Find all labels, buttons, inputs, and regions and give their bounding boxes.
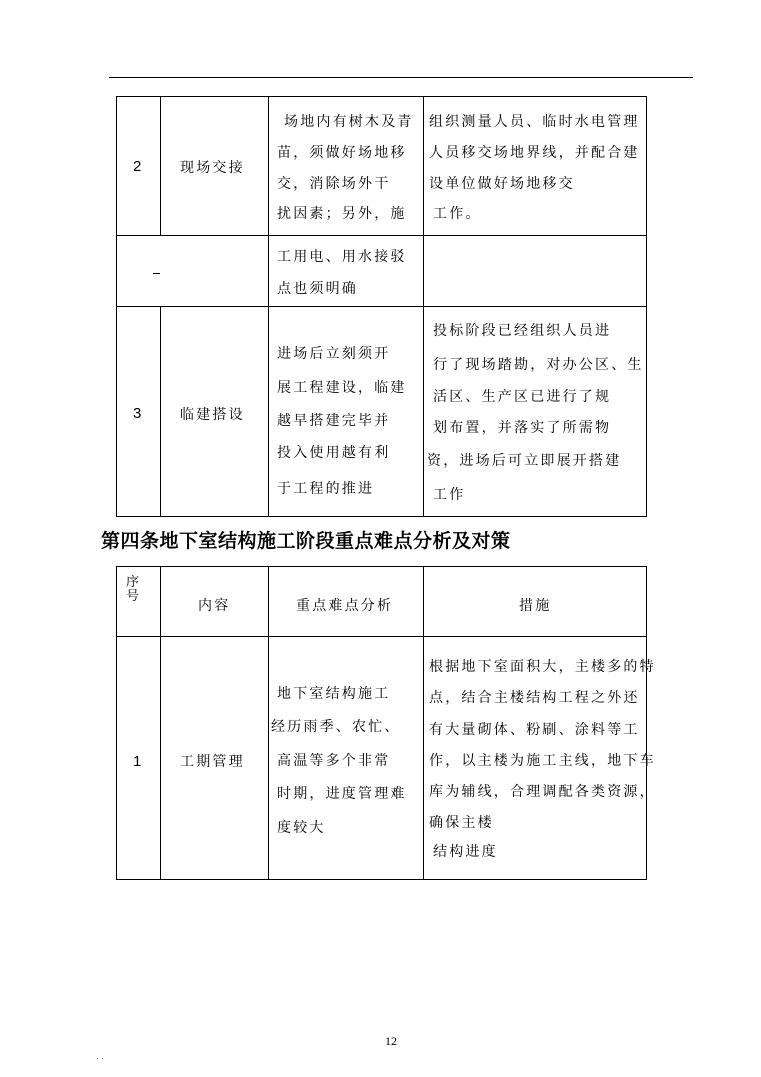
section-heading: 第四条地下室结构施工阶段重点难点分析及对策 bbox=[101, 530, 511, 552]
analysis-line: 展工程建设，临建 bbox=[277, 380, 407, 396]
row-number: 1 bbox=[133, 753, 142, 770]
measure-line: 投标阶段已经组织人员进 bbox=[433, 323, 612, 339]
row-number: 3 bbox=[133, 405, 142, 422]
analysis-line: 进场后立刻须开 bbox=[277, 346, 391, 362]
measure-line: 库为辅线，合理调配各类资源， bbox=[429, 784, 656, 800]
column-divider bbox=[423, 566, 424, 880]
header-rule bbox=[109, 77, 693, 78]
column-divider bbox=[160, 307, 161, 517]
analysis-line: 投入使用越有利 bbox=[277, 445, 391, 461]
page-number: 12 bbox=[385, 1034, 397, 1048]
header-content: 内容 bbox=[198, 598, 231, 614]
analysis-line: 扰因素；另外，施 bbox=[277, 206, 407, 222]
measure-line: 作，以主楼为施工主线，地下车 bbox=[429, 753, 656, 769]
analysis-line: 经历雨季、农忙、 bbox=[271, 719, 401, 735]
measure-line: 组织测量人员、临时水电管理 bbox=[429, 114, 640, 130]
header-measures: 措施 bbox=[519, 598, 552, 614]
analysis-line: 地下室结构施工 bbox=[277, 686, 391, 702]
measure-line: 根据地下室面积大，主楼多的特 bbox=[429, 659, 656, 675]
row-divider bbox=[116, 636, 647, 637]
measure-line: 活区、生产区已进行了规 bbox=[433, 389, 612, 405]
row-content: 工期管理 bbox=[180, 754, 245, 770]
measure-line: 设单位做好场地移交 bbox=[429, 176, 575, 192]
column-divider bbox=[268, 566, 269, 880]
measure-line: 工作 bbox=[433, 487, 466, 503]
row-content: 临建搭设 bbox=[180, 407, 245, 423]
header-analysis: 重点难点分析 bbox=[296, 598, 394, 614]
column-divider bbox=[160, 96, 161, 236]
analysis-line: 苗，须做好场地移 bbox=[277, 145, 407, 161]
cell-mark bbox=[153, 273, 160, 274]
analysis-line: 于工程的推进 bbox=[277, 481, 375, 497]
measure-line: 人员移交场地界线，并配合建 bbox=[429, 145, 640, 161]
measure-line: 工作。 bbox=[433, 206, 482, 222]
header-seq: 号 bbox=[126, 589, 142, 604]
footer-mark: . . bbox=[96, 1052, 104, 1061]
analysis-line: 场地内有树木及青 bbox=[284, 114, 414, 130]
header-seq: 序 bbox=[126, 575, 142, 590]
measure-line: 资，进场后可立即展开搭建 bbox=[427, 453, 622, 469]
analysis-line: 高温等多个非常 bbox=[277, 753, 391, 769]
column-divider bbox=[160, 566, 161, 880]
measure-line: 划布置，并落实了所需物 bbox=[433, 420, 612, 436]
analysis-line: 点也须明确 bbox=[277, 281, 358, 297]
analysis-line: 时期，进度管理难 bbox=[277, 786, 407, 802]
measure-line: 行了现场踏勘，对办公区、生 bbox=[433, 357, 644, 373]
row-divider bbox=[116, 235, 647, 236]
measure-line: 确保主楼 bbox=[429, 815, 494, 831]
row-content: 现场交接 bbox=[180, 160, 245, 176]
analysis-line: 度较大 bbox=[277, 820, 326, 836]
analysis-line: 交，消除场外干 bbox=[277, 176, 391, 192]
row-number: 2 bbox=[133, 158, 142, 175]
analysis-line: 越早搭建完毕并 bbox=[277, 413, 391, 429]
measure-line: 有大量砌体、粉刷、涂料等工 bbox=[429, 722, 640, 738]
measure-line: 点，结合主楼结构工程之外还 bbox=[429, 690, 640, 706]
analysis-line: 工用电、用水接驳 bbox=[277, 249, 407, 265]
row-divider bbox=[116, 306, 647, 307]
measure-line: 结构进度 bbox=[433, 844, 498, 860]
